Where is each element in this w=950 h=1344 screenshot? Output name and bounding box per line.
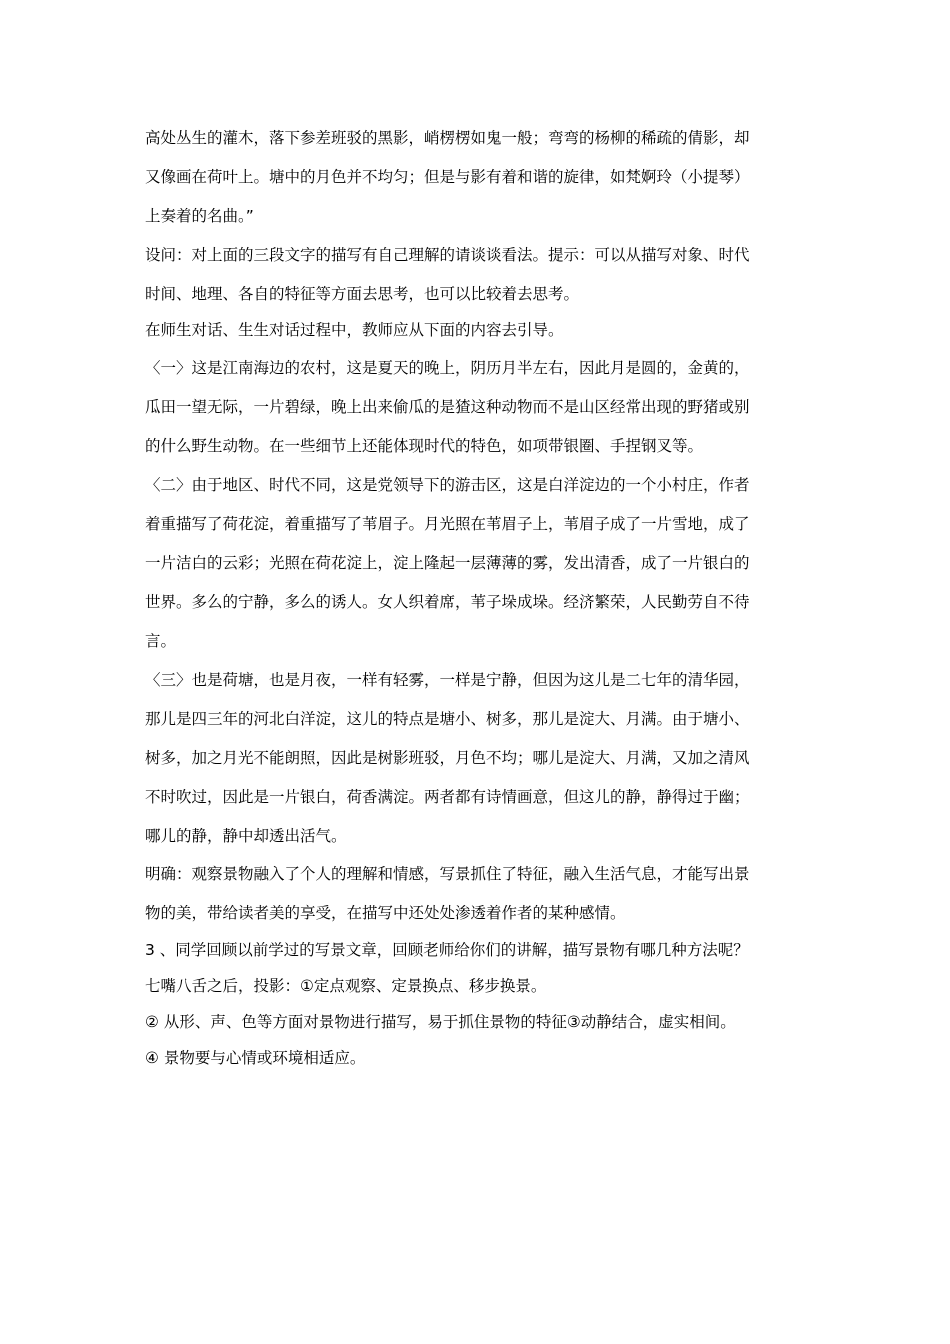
- text-line: 在师生对话、生生对话过程中，教师应从下面的内容去引导。: [145, 321, 564, 339]
- text-line: 那儿是四三年的河北白洋淀，这儿的特点是塘小、树多，那儿是淀大、月满。由于塘小、: [145, 710, 750, 728]
- text-line: ② 从形、声、色等方面对景物进行描写，易于抓住景物的特征③动静结合，虚实相间。: [145, 1013, 736, 1031]
- text-line: 又像画在荷叶上。塘中的月色并不均匀；但是与影有着和谐的旋律，如梵婀玲（小提琴）: [145, 168, 750, 186]
- text-line: 明确：观察景物融入了个人的理解和情感，写景抓住了特征，融入生活气息，才能写出景: [145, 865, 750, 883]
- text-line: 不时吹过，因此是一片银白，荷香满淀。两者都有诗情画意，但这儿的静，静得过于幽；: [145, 788, 750, 806]
- text-line: 言。: [145, 632, 177, 650]
- text-line: 树多，加之月光不能朗照，因此是树影班驳，月色不均；哪儿是淀大、月满，又加之清风: [145, 749, 750, 767]
- text-line: 七嘴八舌之后，投影：①定点观察、定景换点、移步换景。: [145, 977, 547, 995]
- text-line: 世界。多么的宁静，多么的诱人。女人织着席，苇子垛成垛。经济繁荣，人民勤劳自不待: [145, 593, 750, 611]
- text-line: 着重描写了荷花淀，着重描写了苇眉子。月光照在苇眉子上，苇眉子成了一片雪地，成了: [145, 515, 750, 533]
- text-line: 瓜田一望无际，一片碧绿，晚上出来偷瓜的是猹这种动物而不是山区经常出现的野猪或别: [145, 398, 750, 416]
- text-line: 的什么野生动物。在一些细节上还能体现时代的特色，如项带银圈、手捏钢叉等。: [145, 437, 704, 455]
- text-line: 哪儿的静，静中却透出活气。: [145, 827, 347, 845]
- text-line: 〈二〉由于地区、时代不同，这是党领导下的游击区，这是白洋淀边的一个小村庄，作者: [145, 476, 750, 494]
- text-line: 一片洁白的云彩；光照在荷花淀上，淀上隆起一层薄薄的雾，发出清香，成了一片银白的: [145, 554, 750, 572]
- text-line: 〈一〉这是江南海边的农村，这是夏天的晚上，阴历月半左右，因此月是圆的，金黄的，: [145, 359, 750, 377]
- text-line: 上奏着的名曲。”: [145, 207, 254, 225]
- text-line: ④ 景物要与心情或环境相适应。: [145, 1049, 366, 1067]
- text-line: 高处丛生的灌木，落下参差班驳的黑影，峭楞楞如鬼一般；弯弯的杨柳的稀疏的倩影，却: [145, 129, 750, 147]
- text-line: 时间、地理、各自的特征等方面去思考，也可以比较着去思考。: [145, 285, 580, 303]
- text-line: 3 、同学回顾以前学过的写景文章，回顾老师给你们的讲解，描写景物有哪几种方法呢？: [145, 941, 749, 959]
- text-line: 设问：对上面的三段文字的描写有自己理解的请谈谈看法。提示：可以从描写对象、时代: [145, 246, 750, 264]
- text-line: 〈三〉也是荷塘，也是月夜，一样有轻雾，一样是宁静，但因为这儿是二七年的清华园，: [145, 671, 750, 689]
- text-line: 物的美，带给读者美的享受，在描写中还处处渗透着作者的某种感情。: [145, 904, 626, 922]
